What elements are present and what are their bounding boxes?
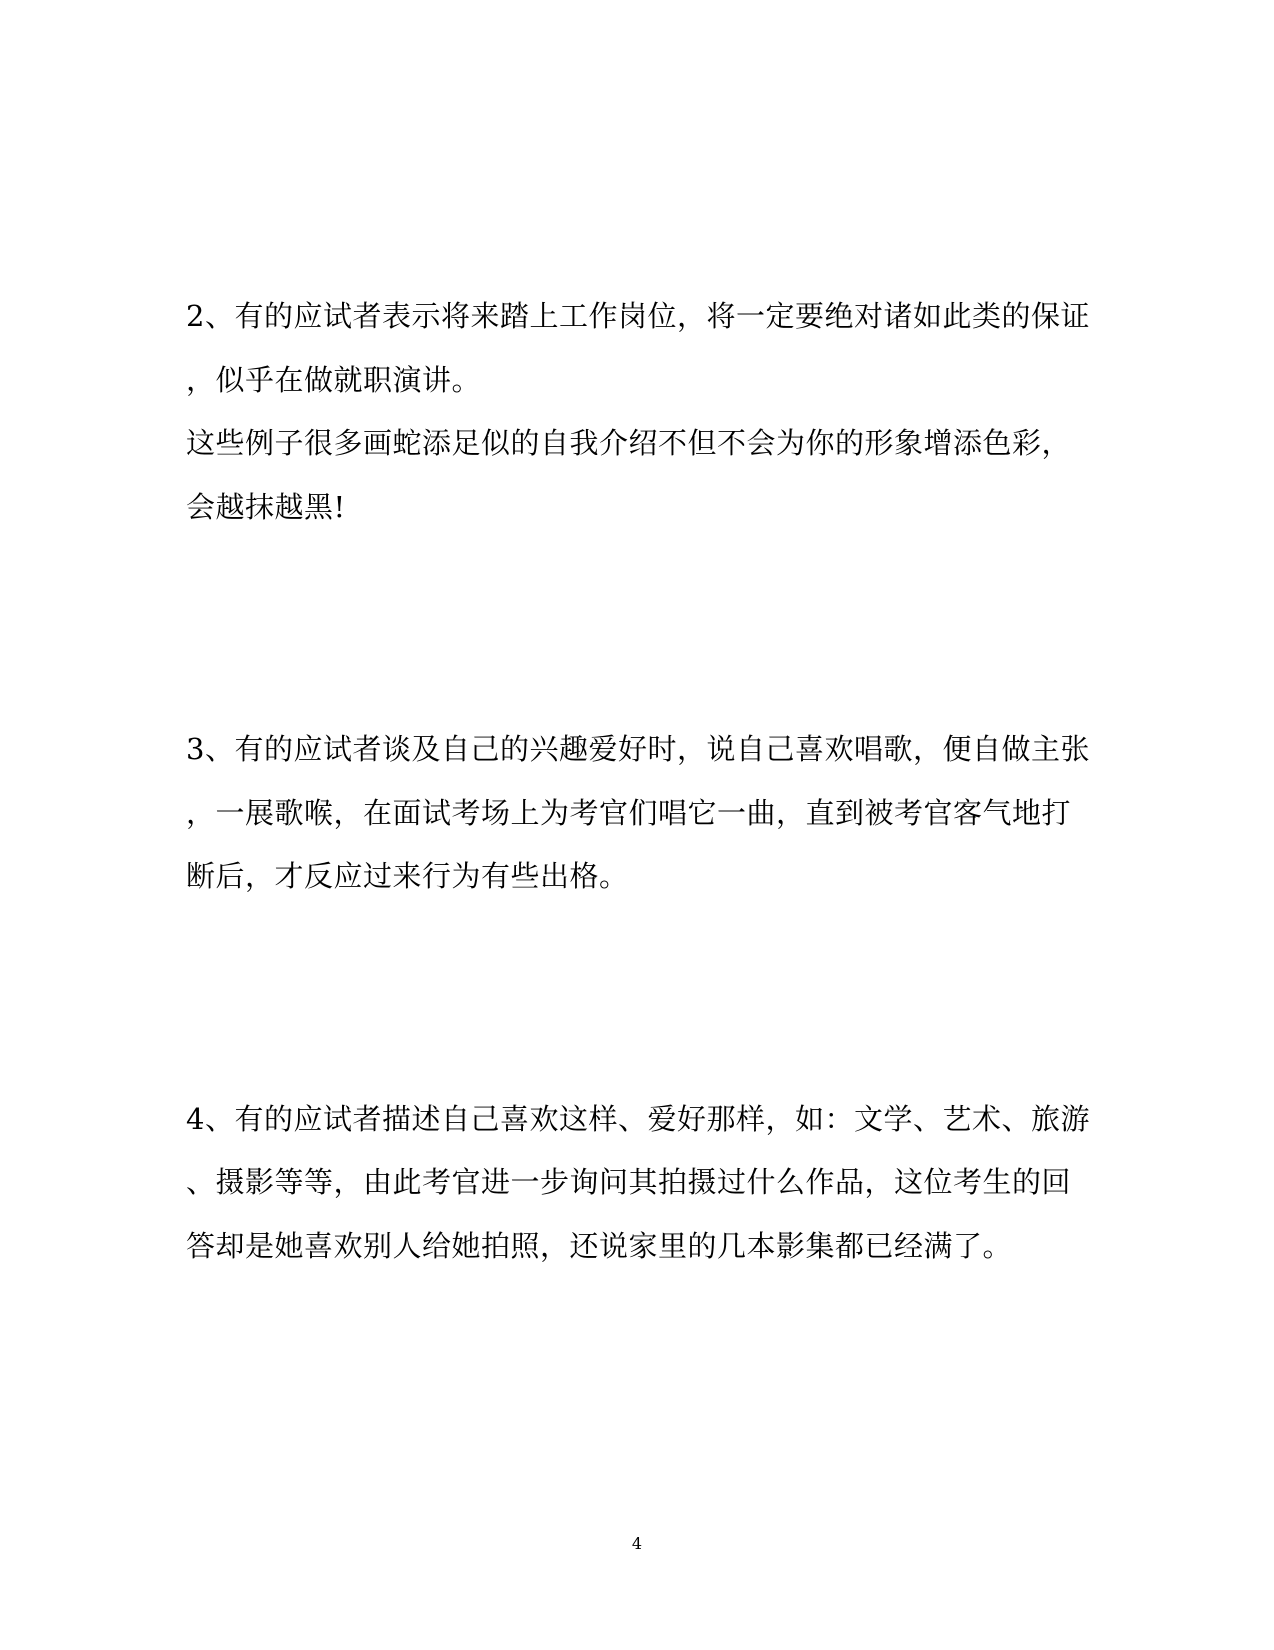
- paragraph-3-line-2: ，一展歌喉，在面试考场上为考官们唱它一曲，直到被考官客气地打: [186, 796, 1072, 830]
- paragraph-2-line-2: ，似乎在做就职演讲。: [186, 363, 482, 397]
- page-number: 4: [631, 1534, 643, 1553]
- paragraph-4-line-2: 、摄影等等，由此考官进一步询问其拍摄过什么作品，这位考生的回: [186, 1165, 1072, 1199]
- paragraph-2-line-1: 2、有的应试者表示将来踏上工作岗位，将一定要绝对诸如此类的保证: [186, 299, 1090, 333]
- paragraph-3-line-3: 断后，才反应过来行为有些出格。: [186, 859, 629, 893]
- paragraph-3-line-1: 3、有的应试者谈及自己的兴趣爱好时，说自己喜欢唱歌，便自做主张: [186, 732, 1090, 766]
- paragraph-4-line-1: 4、有的应试者描述自己喜欢这样、爱好那样，如：文学、艺术、旅游: [186, 1102, 1090, 1136]
- paragraph-4-line-3: 答却是她喜欢别人给她拍照，还说家里的几本影集都已经满了。: [186, 1229, 1013, 1263]
- paragraph-2-line-3: 这些例子很多画蛇添足似的自我介绍不但不会为你的形象增添色彩，: [186, 426, 1072, 460]
- paragraph-2-line-4: 会越抹越黑!: [186, 490, 346, 524]
